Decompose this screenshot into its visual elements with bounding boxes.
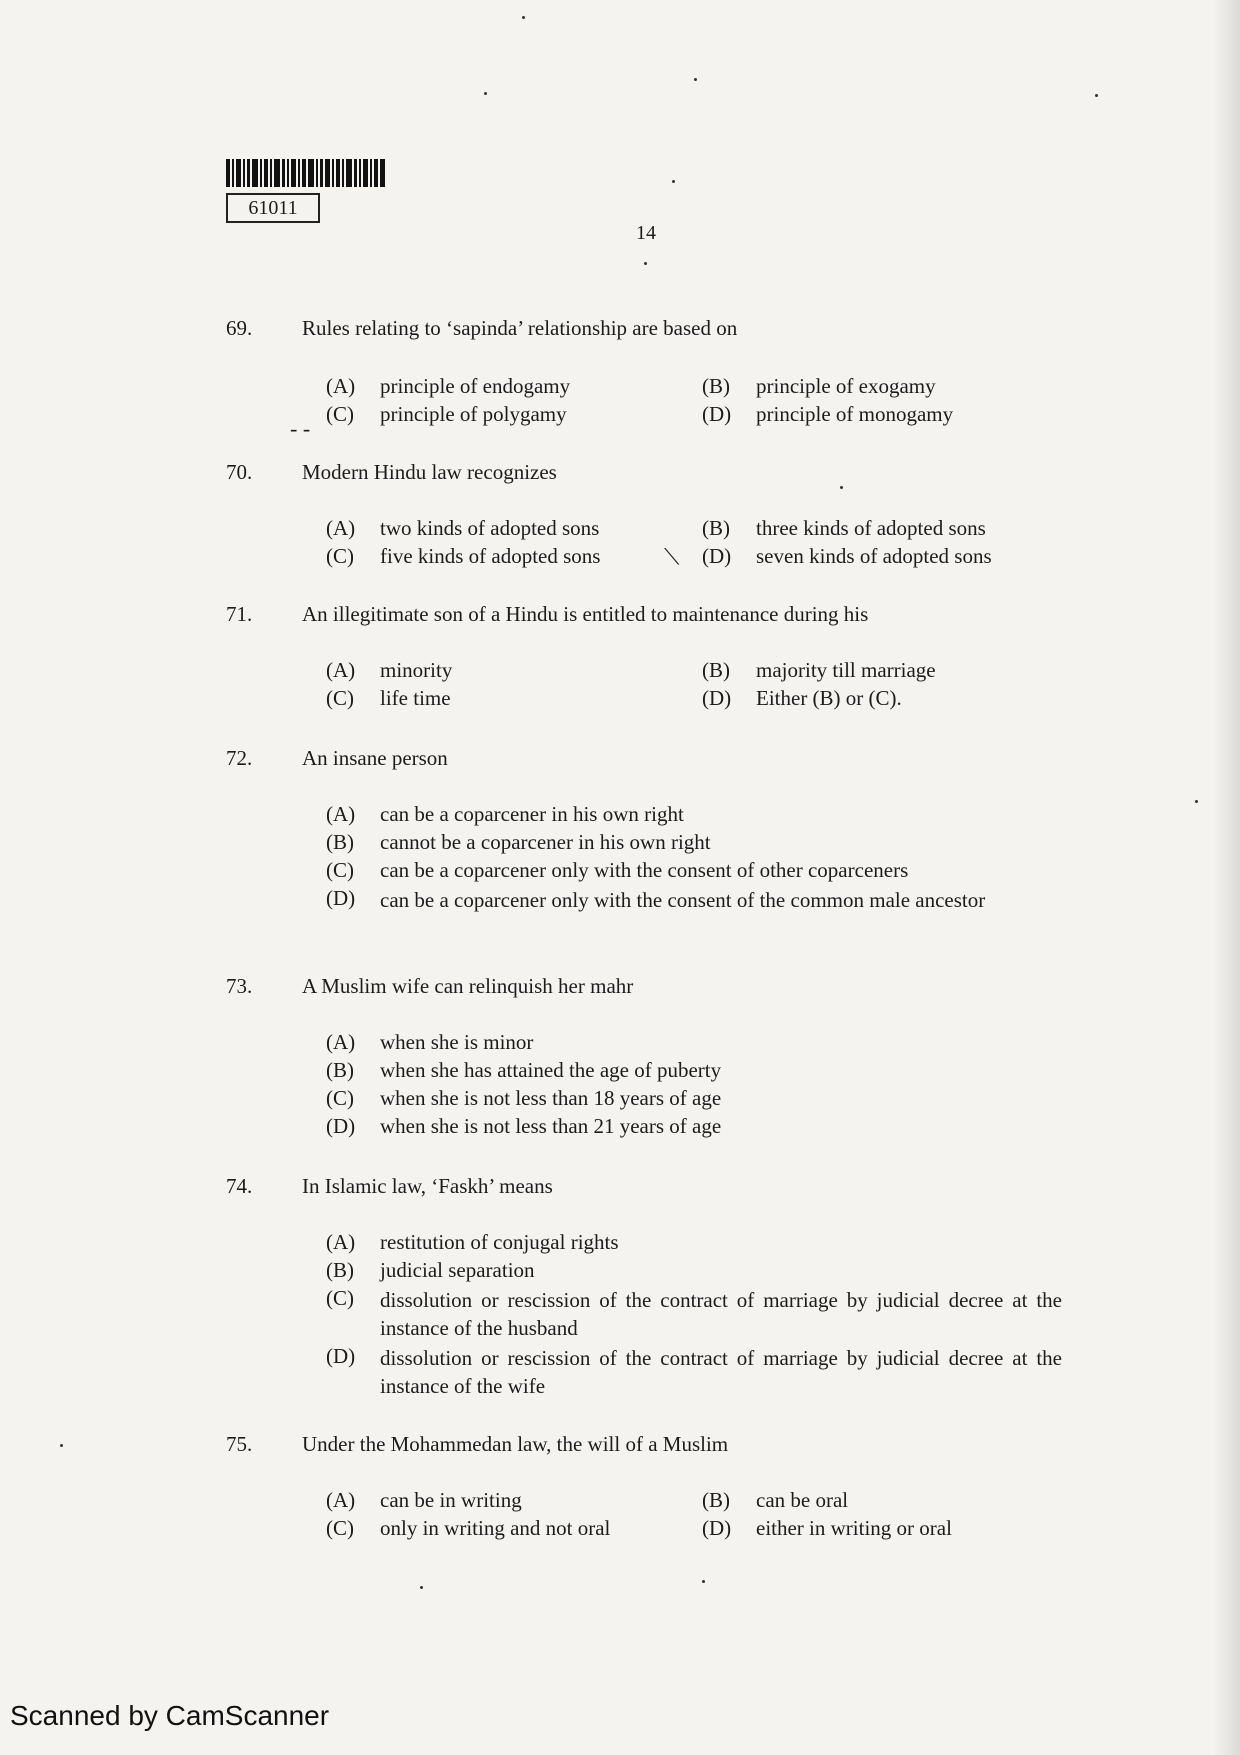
- barcode-icon: [226, 159, 386, 187]
- option-label: (D): [702, 544, 732, 568]
- option-label: (B): [702, 1488, 730, 1512]
- option-b: [326, 1258, 535, 1283]
- option-text: either in writing or oral: [756, 1516, 952, 1540]
- option-b: [702, 516, 986, 541]
- option-label: (A): [326, 1488, 356, 1512]
- option-text: principle of polygamy: [380, 402, 567, 426]
- option-label: (C): [326, 858, 354, 882]
- option-text: Either (B) or (C).: [756, 686, 902, 710]
- pencil-tick-mark: ⟍: [664, 544, 680, 569]
- option-c: [326, 858, 908, 883]
- option-label: (B): [702, 374, 730, 398]
- option-text: can be a coparcener only with the consent of the common male ancestor: [380, 888, 986, 912]
- paper-code: 61011: [226, 193, 320, 223]
- option-b: [702, 374, 936, 399]
- option-text: when she is not less than 21 years of age: [380, 1114, 722, 1138]
- option-label: (B): [702, 658, 730, 682]
- option-a: [326, 1230, 619, 1255]
- option-text: principle of endogamy: [380, 374, 571, 398]
- option-label: (A): [326, 1230, 356, 1254]
- question-stem: An insane person: [302, 746, 448, 770]
- question-number: 69.: [226, 316, 253, 340]
- option-label: (B): [326, 1058, 354, 1082]
- option-label: (D): [702, 402, 732, 426]
- option-label: (C): [326, 1516, 354, 1540]
- option-c: [326, 1516, 610, 1541]
- question-number: 75.: [226, 1432, 253, 1456]
- question-stem: A Muslim wife can relinquish her mahr: [302, 974, 634, 998]
- option-text: can be oral: [756, 1488, 849, 1512]
- page-number: 14: [636, 222, 656, 244]
- question-stem: Under the Mohammedan law, the will of a Muslim: [302, 1432, 729, 1456]
- scan-speck: [522, 16, 525, 19]
- option-text: minority: [380, 658, 453, 682]
- option-a: [326, 658, 452, 683]
- question-stem: In Islamic law, ‘Faskh’ means: [302, 1174, 553, 1198]
- option-label: (D): [326, 886, 356, 910]
- option-label: (D): [702, 1516, 732, 1540]
- option-label: (C): [326, 402, 354, 426]
- question-stem: An illegitimate son of a Hindu is entitled to maintenance during his: [302, 602, 869, 626]
- option-b: [702, 1488, 848, 1513]
- option-text: three kinds of adopted sons: [756, 516, 986, 540]
- option-c: [326, 544, 600, 569]
- option-d: [702, 544, 992, 569]
- option-text: judicial separation: [380, 1258, 535, 1282]
- option-label: (C): [326, 544, 354, 568]
- option-text: cannot be a coparcener in his own right: [380, 830, 711, 854]
- option-a: [326, 516, 599, 541]
- option-label: (A): [326, 802, 356, 826]
- option-text: dissolution or rescission of the contract of marriage by judicial decree at the instance of the husband: [380, 1288, 1062, 1340]
- question-number: 73.: [226, 974, 253, 998]
- question-stem: Rules relating to ‘sapinda’ relationship are based on: [302, 316, 738, 340]
- option-label: (B): [702, 516, 730, 540]
- option-text: can be in writing: [380, 1488, 522, 1512]
- option-d: [702, 686, 902, 711]
- scan-speck: [672, 180, 675, 183]
- scan-speck: [702, 1580, 705, 1583]
- option-d: [326, 1114, 721, 1139]
- option-label: (A): [326, 1030, 356, 1054]
- scan-edge-shadow: [1212, 0, 1240, 1755]
- scan-speck: [644, 262, 647, 265]
- option-label: (C): [326, 1086, 354, 1110]
- scan-speck: [694, 78, 697, 81]
- option-text: when she is minor: [380, 1030, 534, 1054]
- option-text: when she has attained the age of puberty: [380, 1058, 722, 1082]
- option-text: two kinds of adopted sons: [380, 516, 600, 540]
- question-number: 72.: [226, 746, 253, 770]
- option-text: restitution of conjugal rights: [380, 1230, 619, 1254]
- scan-speck: [484, 92, 487, 95]
- option-text: dissolution or rescission of the contract of marriage by judicial decree at the instance of the wife: [380, 1346, 1062, 1398]
- option-label: (D): [702, 686, 732, 710]
- question-stem: Modern Hindu law recognizes: [302, 460, 557, 484]
- scan-speck: [1095, 94, 1098, 97]
- option-text: life time: [380, 686, 451, 710]
- option-text: seven kinds of adopted sons: [756, 544, 992, 568]
- option-text: principle of exogamy: [756, 374, 936, 398]
- option-text: when she is not less than 18 years of age: [380, 1086, 722, 1110]
- option-d: [326, 886, 1062, 914]
- option-label: (A): [326, 516, 356, 540]
- scan-speck: [840, 486, 843, 489]
- option-a: [326, 374, 570, 399]
- option-text: five kinds of adopted sons: [380, 544, 601, 568]
- option-d: [702, 402, 953, 427]
- option-label: (B): [326, 830, 354, 854]
- option-b: [326, 830, 711, 855]
- question-number: 74.: [226, 1174, 253, 1198]
- option-d: [702, 1516, 952, 1541]
- option-label: (A): [326, 658, 356, 682]
- option-b: [702, 658, 936, 683]
- option-a: [326, 1488, 522, 1513]
- scan-speck: [60, 1444, 63, 1447]
- option-label: (B): [326, 1258, 354, 1282]
- option-c: [326, 1086, 721, 1111]
- option-label: (C): [326, 1286, 354, 1310]
- option-text: can be a coparcener in his own right: [380, 802, 684, 826]
- scanner-watermark: Scanned by CamScanner: [10, 1700, 330, 1731]
- option-c: [326, 686, 451, 711]
- option-text: majority till marriage: [756, 658, 936, 682]
- option-a: [326, 802, 684, 827]
- question-number: 70.: [226, 460, 253, 484]
- option-label: (D): [326, 1114, 356, 1138]
- option-label: (A): [326, 374, 356, 398]
- option-text: can be a coparcener only with the consent of other coparceners: [380, 858, 909, 882]
- option-text: only in writing and not oral: [380, 1516, 611, 1540]
- option-c: [326, 1286, 1062, 1342]
- scan-speck: [1195, 800, 1198, 803]
- option-text: principle of monogamy: [756, 402, 954, 426]
- scan-speck: [420, 1586, 423, 1589]
- option-d: [326, 1344, 1062, 1400]
- option-label: (C): [326, 686, 354, 710]
- question-number: 71.: [226, 602, 253, 626]
- option-c: [326, 402, 567, 427]
- option-b: [326, 1058, 721, 1083]
- option-a: [326, 1030, 533, 1055]
- pencil-mark: - -: [290, 416, 311, 441]
- option-label: (D): [326, 1344, 356, 1368]
